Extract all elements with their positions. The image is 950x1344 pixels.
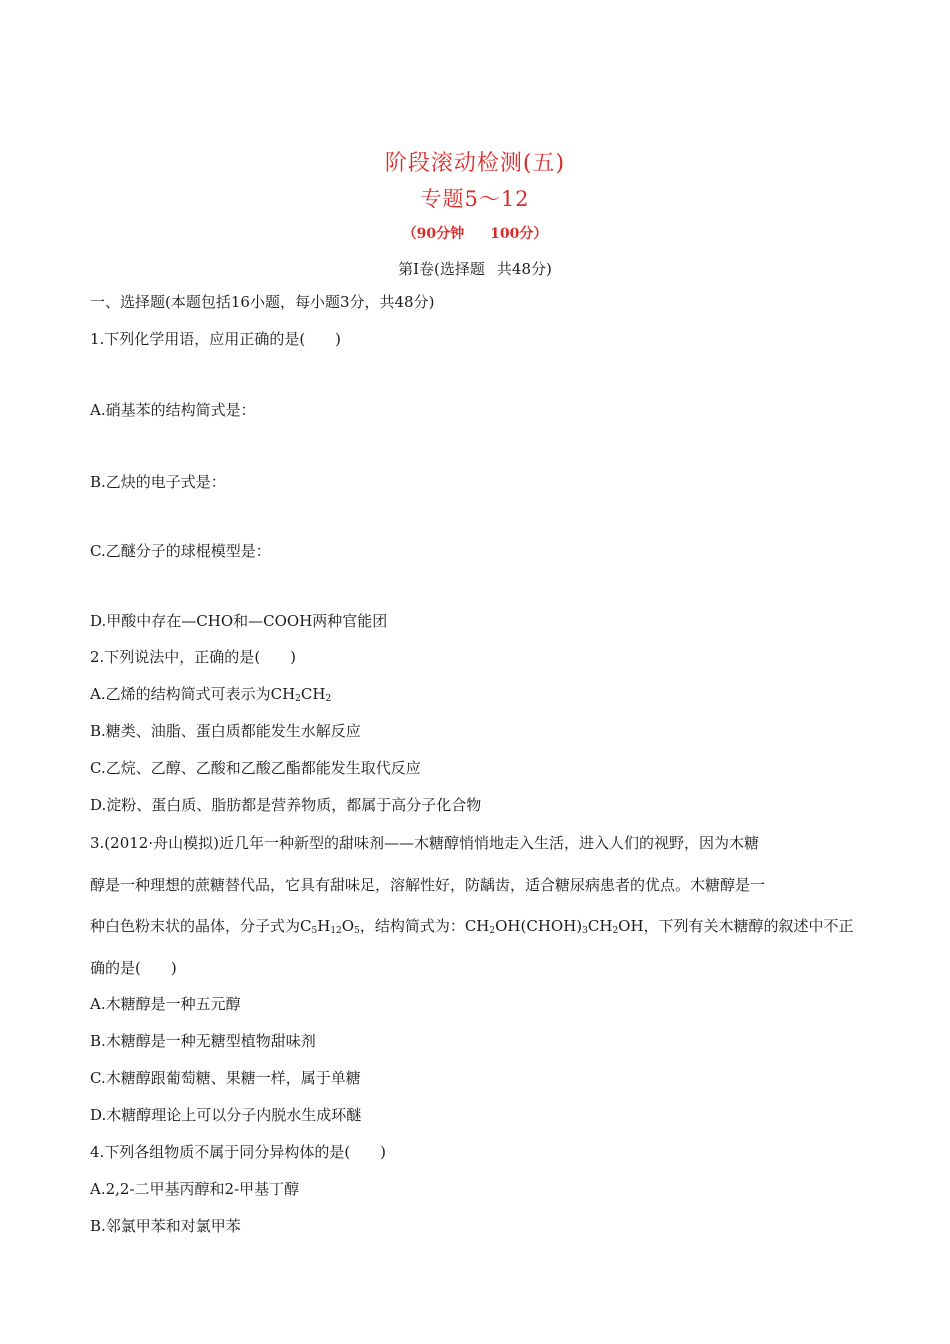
- q4-stem: 4.下列各组物质不属于同分异构体的是( ): [90, 1143, 387, 1161]
- q1-option-a: A.硝基苯的结构简式是：: [90, 401, 256, 419]
- exam-total-score: 100分）: [490, 226, 548, 242]
- q3-stem-line-4: 确的是( ): [90, 959, 177, 977]
- q2-option-d: D.淀粉、蛋白质、脂肪都是营养物质，都属于高分子化合物: [90, 796, 482, 814]
- q4-option-b: B.邻氯甲苯和对氯甲苯: [90, 1217, 241, 1235]
- q3-option-d: D.木糖醇理论上可以分子内脱水生成环醚: [90, 1106, 362, 1124]
- q4-option-a: A.2,2-二甲基丙醇和2-甲基丁醇: [90, 1180, 300, 1198]
- section-heading: 一、选择题(本题包括16小题，每小题3分，共48分): [90, 293, 435, 311]
- doc-subtitle: 专题5～12: [420, 187, 530, 211]
- q1-option-d: D.甲酸中存在—CHO和—COOH两种官能团: [90, 612, 388, 630]
- q3-option-c: C.木糖醇跟葡萄糖、果糖一样，属于单糖: [90, 1069, 361, 1087]
- q2-option-b: B.糖类、油脂、蛋白质都能发生水解反应: [90, 722, 361, 740]
- exam-time: （90分钟: [402, 226, 465, 242]
- exam-duration-score: [0, 223, 950, 243]
- q3-stem-line-2: 醇是一种理想的蔗糖替代品，它具有甜味足，溶解性好，防龋齿，适合糖尿病患者的优点。木糖醇是一: [90, 876, 766, 894]
- q3-stem-line-3: 种白色粉末状的晶体，分子式为$C_5H_{12}O_5$，结构简式为：$CH_2OH(CHOH)_3CH_2OH$，下列有关木糖醇的叙述中不正: [90, 917, 854, 936]
- volume-score: 共48分): [496, 260, 552, 278]
- volume-heading: [0, 258, 950, 279]
- q2-option-a: A.乙烯的结构简式可表示为$CH_2CH_2$: [90, 685, 332, 704]
- q2-option-c: C.乙烷、乙醇、乙酸和乙酸乙酯都能发生取代反应: [90, 759, 421, 777]
- q2-stem: 2.下列说法中，正确的是( ): [90, 648, 297, 666]
- q1-stem: 1.下列化学用语，应用正确的是( ): [90, 330, 342, 348]
- q3-stem-line-1: 3.(2012·舟山模拟)近几年一种新型的甜味剂——木糖醇悄悄地走入生活，进入人们的视野，因为木糖: [90, 834, 759, 852]
- q1-option-c: C.乙醚分子的球棍模型是：: [90, 542, 271, 560]
- q3-option-a: A.木糖醇是一种五元醇: [90, 995, 241, 1013]
- q3-option-b: B.木糖醇是一种无糖型植物甜味剂: [90, 1032, 316, 1050]
- q1-option-b: B.乙炔的电子式是：: [90, 473, 226, 491]
- doc-title: 阶段滚动检测(五): [384, 151, 566, 176]
- volume-label: 第Ⅰ卷(选择题: [398, 260, 485, 278]
